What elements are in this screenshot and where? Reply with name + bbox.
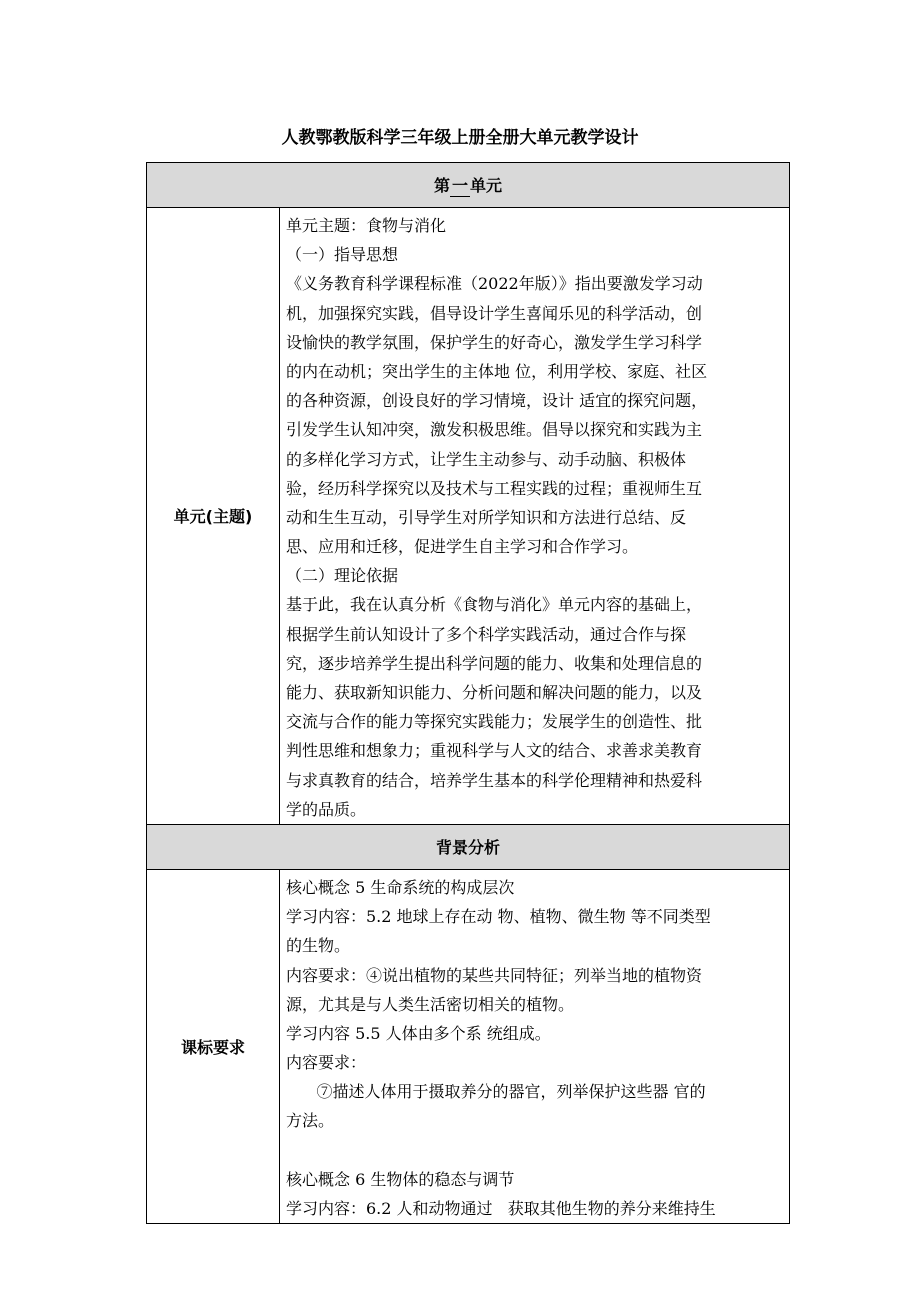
content-line: 学的品质。 [286, 799, 367, 819]
document-title: 人教鄂教版科学三年级上册全册大单元教学设计 [281, 128, 639, 148]
content-line: 根据学生前认知设计了多个科学实践活动，通过合作与探 [286, 624, 687, 644]
curriculum-standard-content [280, 869, 790, 1223]
section-header-row [147, 824, 790, 869]
content-line: ⑦描述人体用于摄取养分的器官，列举保护这些器 官的 [286, 1082, 706, 1102]
unit-number-blank [450, 176, 470, 197]
content-line: 验，经历科学探究以及技术与工程实践的过程；重视师生互 [286, 478, 703, 498]
unit-header-suffix: 单元 [470, 176, 503, 195]
content-line: 核心概念 5 生命系统的构成层次 [286, 877, 515, 897]
content-line: 核心概念 6 生物体的稳态与调节 [286, 1169, 515, 1189]
content-line: 内容要求：④说出植物的某些共同特征；列举当地的植物资 [286, 965, 703, 985]
content-line: 机，加强探究实践，倡导设计学生喜闻乐见的科学活动，创 [286, 303, 703, 323]
content-line: 的生物。 [286, 936, 351, 956]
content-line: 判性思维和想象力；重视科学与人文的结合、求善求美教育 [286, 741, 703, 761]
content-line: 源，尤其是与人类生活密切相关的植物。 [286, 994, 575, 1014]
content-line: （一）指导思想 [286, 245, 399, 265]
content-line: 设愉快的教学氛围，保护学生的好奇心，激发学生学习科学 [286, 332, 703, 352]
unit-design-table [146, 162, 790, 1224]
content-line: 学习内容 5.5 人体由多个系 统组成。 [286, 1023, 551, 1043]
content-line: 引发学生认知冲突，激发积极思维。倡导以探究和实践为主 [286, 420, 703, 440]
content-line: 思、应用和迁移，促进学生自主学习和合作学习。 [286, 537, 639, 557]
curriculum-standard-row [147, 869, 790, 1223]
unit-theme-content [280, 208, 790, 825]
content-line: 与求真教育的结合，培养学生基本的科学伦理精神和热爱科 [286, 770, 703, 790]
unit-number-header [147, 163, 790, 208]
content-line: （二）理论依据 [286, 566, 399, 586]
unit-number: 一 [452, 176, 469, 195]
content-line: 单元主题：食物与消化 [286, 216, 447, 235]
section-header-row [147, 163, 790, 208]
content-line: 的各种资源，创设良好的学习情境，设计 适宜的探究问题， [286, 391, 708, 411]
unit-theme-label: 单元(主题) [147, 208, 280, 825]
content-line: 的多样化学习方式，让学生主动参与、动手动脑、积极体 [286, 449, 687, 469]
curriculum-standard-label: 课标要求 [147, 869, 280, 1223]
content-line: 交流与合作的能力等探究实践能力；发展学生的创造性、批 [286, 712, 703, 732]
background-analysis-header: 背景分析 [147, 824, 790, 869]
content-line: 究，逐步培养学生提出科学问题的能力、收集和处理信息的 [286, 653, 703, 673]
blank-line [286, 1136, 785, 1165]
unit-theme-row [147, 208, 790, 825]
content-line: 的内在动机；突出学生的主体地 位，利用学校、家庭、社区 [286, 361, 708, 381]
content-line: 能力、获取新知识能力、分析问题和解决问题的能力，以及 [286, 683, 703, 702]
content-line: 内容要求： [286, 1053, 367, 1073]
unit-header-prefix: 第 [433, 176, 450, 195]
content-line: 《义务教育科学课程标准（2022年版）》指出要激发学习动 [286, 274, 703, 294]
content-line: 基于此，我在认真分析《食物与消化》单元内容的基础上， [286, 595, 703, 615]
content-line: 方法。 [286, 1111, 335, 1131]
content-line: 学习内容：5.2 地球上存在动 物、植物、微生物 等不同类型 [286, 907, 711, 927]
content-line: 学习内容：6.2 人和动物通过 获取其他生物的养分来维持生 [286, 1199, 716, 1218]
content-line: 动和生生互动，引导学生对所学知识和方法进行总结、反 [286, 507, 687, 527]
